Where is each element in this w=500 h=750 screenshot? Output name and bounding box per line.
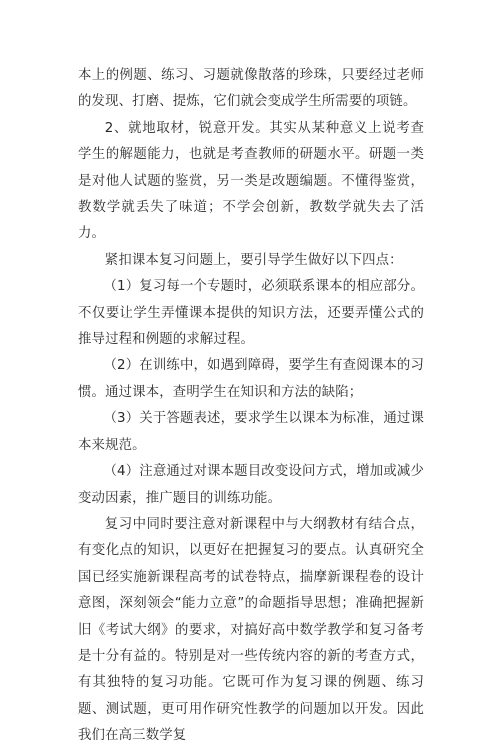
paragraph-continuation: 本上的例题、练习、习题就像散落的珍珠，只要经过老师的发现、打磨、提炼，它们就会变成学生所需要的项链。	[78, 68, 424, 110]
paragraph-four-points-intro: 紧扣课本复习问题上，要引导学生做好以下四点：	[104, 252, 403, 268]
document-body	[78, 63, 424, 750]
paragraph-item-1: （1）复习每一个专题时，必须联系课本的相应部分。不仅要让学生弄懂课本提供的知识方法，还要弄懂公式的推导过程和例题的求解过程。	[78, 279, 424, 348]
paragraph-new-curriculum: 复习中同时要注意对新课程中与大纲教材有结合点，有变化点的知识，以更好在把握复习的要点。认真研究全国已经实施新课程高考的试卷特点，揣摩新课程卷的设计意图，深刻领会“能力立意”的命题指导思想；准确把握新旧《考试大纲》的要求，对搞好高中数学教学和复习备考是十分有益的。特别是对一些传统内容的新的考查方式，有其独特的复习功能。它既可作为复习课的例题、练习题、测试题，更可用作研究性教学的问题加以开发。因此我们在高三数学复	[78, 516, 424, 744]
paragraph-item-3: （3）关于答题表述，要求学生以课本为标准，通过课本来规范。	[78, 411, 424, 453]
paragraph-item-2: （2）在训练中，如遇到障碍，要学生有查阅课本的习惯。通过课本，查明学生在知识和方法的缺陷；	[78, 358, 424, 400]
paragraph-item-4: （4）注意通过对课本题目改变设问方式，增加或减少变动因素，推广题目的训练功能。	[78, 464, 424, 506]
paragraph-point-2: 2、就地取材，锐意开发。其实从某种意义上说考查学生的解题能力，也就是考查教师的研题水平。研题一类是对他人试题的鉴赏，另一类是改题编题。不懂得鉴赏，教数学就丢失了味道；不学会创新，教数学就失去了活力。	[78, 120, 424, 242]
